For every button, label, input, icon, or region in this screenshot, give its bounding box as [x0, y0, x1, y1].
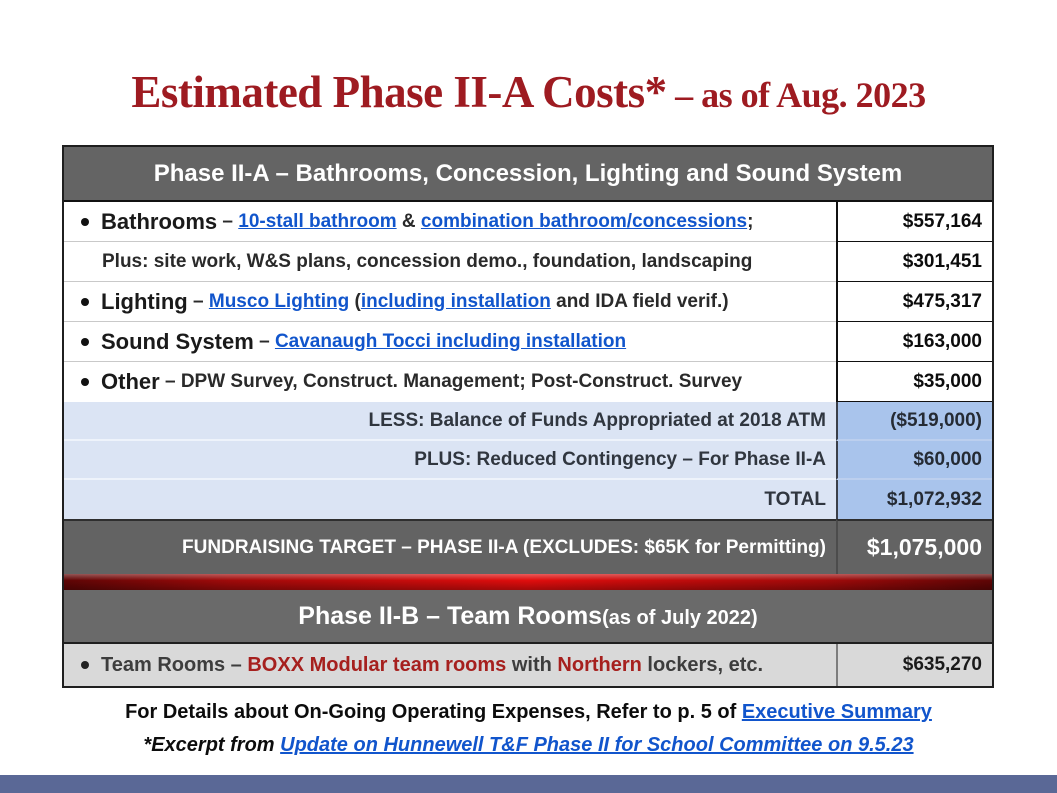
inline-link[interactable]: including installation: [360, 290, 551, 312]
table-row: [64, 362, 992, 402]
inline-link[interactable]: 10-stall bathroom: [238, 210, 397, 232]
phase2b-header-suffix: (as of July 2022): [602, 607, 758, 629]
adjustment-label: LESS: Balance of Funds Appropriated at 2018 ATM: [64, 402, 836, 441]
footer-note-2-text: *Excerpt from: [143, 734, 281, 756]
row-label: [64, 362, 836, 402]
row-label: [64, 322, 836, 362]
excerpt-source-link[interactable]: Update on Hunnewell T&F Phase II for School Committee on 9.5.23: [280, 734, 914, 756]
table-row: [64, 282, 992, 322]
row-text-segment: –: [253, 330, 275, 352]
phase2a-cost-rows: [64, 202, 992, 402]
row-value: $635,270: [836, 644, 992, 686]
row-text-segment: Other: [101, 369, 160, 394]
row-text-segment: –: [217, 210, 239, 232]
row-text-segment: with: [506, 653, 558, 676]
bullet-icon: [81, 338, 89, 346]
row-label: [64, 282, 836, 322]
adjustment-value: $1,072,932: [836, 480, 992, 519]
bullet-icon: [81, 378, 89, 386]
bullet-icon: [81, 661, 89, 669]
page-title-main: Estimated Phase II-A Costs*: [131, 67, 667, 117]
row-text-segment: –: [187, 290, 209, 312]
adjustment-row: [64, 480, 992, 519]
adjustment-row: [64, 402, 992, 441]
row-value: $301,451: [836, 242, 992, 282]
bottom-accent-bar: [0, 775, 1057, 793]
row-text-segment: (: [349, 290, 361, 312]
adjustment-value: $60,000: [836, 441, 992, 480]
phase2a-table-header: Phase II-A – Bathrooms, Concession, Lighting and Sound System: [64, 147, 992, 202]
inline-link[interactable]: Cavanaugh Tocci including installation: [274, 330, 627, 352]
table-row: [64, 644, 992, 686]
bullet-icon: [81, 298, 89, 306]
executive-summary-link[interactable]: Executive Summary: [741, 701, 932, 723]
table-row: [64, 202, 992, 242]
phase2b-header-main: Phase II-B – Team Rooms: [298, 602, 603, 630]
page-title-suffix: – as of Aug. 2023: [666, 75, 926, 115]
row-text-segment: BOXX Modular team rooms: [247, 653, 507, 676]
row-value: $35,000: [836, 362, 992, 402]
inline-link[interactable]: Musco Lighting: [208, 290, 350, 312]
row-text-segment: Lighting: [101, 288, 188, 314]
row-text-segment: &: [396, 210, 421, 232]
footer-note-1-text: For Details about On-Going Operating Expenses, Refer to p. 5 of: [125, 701, 742, 723]
row-text-segment: Team Rooms: [101, 653, 226, 676]
row-text-segment: Northern: [557, 653, 642, 676]
row-text-segment: –: [225, 653, 248, 676]
row-text-segment: –: [159, 371, 181, 392]
row-text-segment: Bathrooms: [101, 208, 218, 234]
phase2a-adjustment-rows: [64, 402, 992, 519]
row-value: $163,000: [836, 322, 992, 362]
fundraising-target-value: $1,075,000: [836, 519, 992, 574]
row-value: $475,317: [836, 282, 992, 322]
fundraising-target-label: FUNDRAISING TARGET – PHASE II-A (EXCLUDES: $65K for Permitting): [64, 519, 836, 574]
row-text-segment: lockers, etc.: [641, 653, 764, 676]
row-label: [64, 644, 836, 686]
fundraising-target-row: [64, 519, 992, 574]
phase2b-header: [64, 590, 992, 642]
adjustment-row: [64, 441, 992, 480]
red-divider-bar: [64, 574, 992, 590]
phase2b-rows: [64, 644, 992, 686]
adjustment-label: TOTAL: [64, 480, 836, 519]
row-text-segment: Plus: site work, W&S plans, concession demo., foundation, landscaping: [102, 250, 753, 272]
row-text-segment: Sound System: [101, 328, 254, 354]
table-row: [64, 322, 992, 362]
row-value: $557,164: [836, 202, 992, 242]
footer-note-operating-expenses: [0, 701, 1057, 724]
adjustment-value: ($519,000): [836, 402, 992, 441]
bullet-icon: [81, 218, 89, 226]
row-text-segment: ;: [747, 210, 754, 232]
row-label: [64, 242, 836, 282]
row-text-segment: and IDA field verif.): [550, 290, 729, 312]
phase2a-table: [62, 145, 994, 644]
row-label: [64, 202, 836, 242]
row-text-segment: DPW Survey, Construct. Management; Post-Construct. Survey: [180, 371, 743, 392]
inline-link[interactable]: combination bathroom/concessions: [420, 210, 748, 232]
page-title: [0, 66, 1057, 118]
adjustment-label: PLUS: Reduced Contingency – For Phase II-A: [64, 441, 836, 480]
footer-note-excerpt: [0, 734, 1057, 757]
table-row: [64, 242, 992, 282]
phase2b-table: [62, 642, 994, 688]
